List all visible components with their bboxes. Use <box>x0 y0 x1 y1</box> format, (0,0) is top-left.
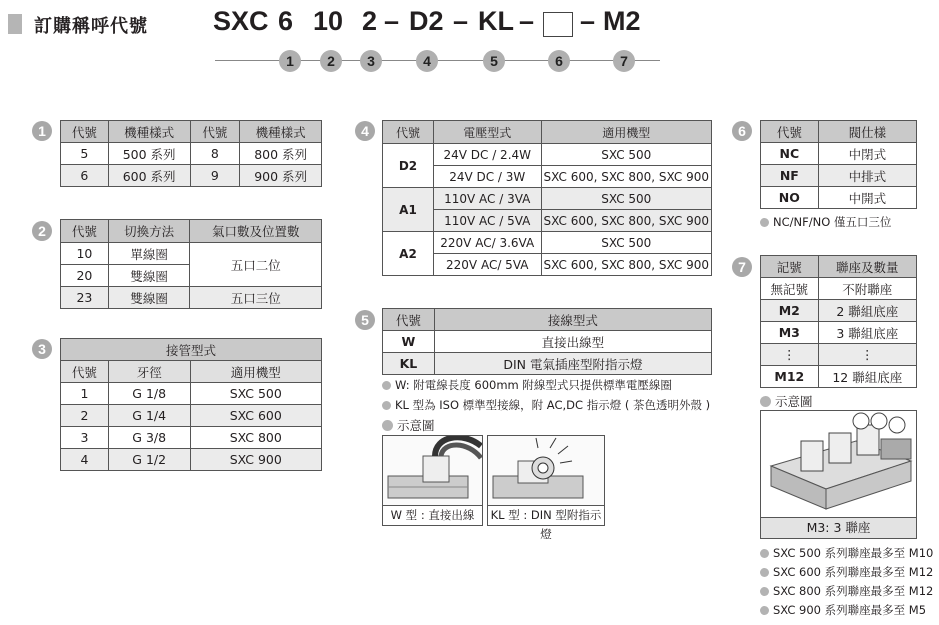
table-cell: SXC 600, SXC 800, SXC 900 <box>541 166 711 188</box>
table-cell: 220V AC/ 5VA <box>433 254 541 276</box>
model-code-2: 10 <box>313 6 344 36</box>
table-cell: 1 <box>61 383 109 405</box>
table-cell: W <box>383 331 435 353</box>
table-cell: 23 <box>61 287 109 309</box>
table-cell: SXC 500 <box>541 188 711 210</box>
table-row <box>61 405 322 427</box>
note-m-limit: SXC 500 系列聯座最多至 M10 <box>760 545 933 561</box>
table-header-cell: 接管型式 <box>61 339 322 361</box>
table-row <box>761 366 917 388</box>
section-3-number: 3 <box>32 339 52 359</box>
table-cell: G 1/2 <box>108 449 190 471</box>
table-cell: M3 <box>761 322 819 344</box>
section-2-table <box>60 219 322 309</box>
table-cell: 20 <box>61 265 109 287</box>
table-cell: 900 系列 <box>240 165 322 187</box>
table-cell: SXC 900 <box>190 449 321 471</box>
table-row <box>61 287 322 309</box>
table-cell: 4 <box>61 449 109 471</box>
table-cell: 110V AC / 5VA <box>433 210 541 232</box>
table-cell: M12 <box>761 366 819 388</box>
table-cell: G 1/8 <box>108 383 190 405</box>
table-row <box>761 300 917 322</box>
table-cell: 3 <box>61 427 109 449</box>
table-row <box>383 331 712 353</box>
table-cell: ⋮ <box>818 344 916 366</box>
code-num-7: 7 <box>613 50 635 72</box>
table-cell: 110V AC / 3VA <box>433 188 541 210</box>
table-cell: 無記號 <box>761 278 819 300</box>
th-model: 機種樣式 <box>240 121 322 143</box>
model-code-7: M2 <box>603 6 641 36</box>
section-1-table <box>60 120 322 187</box>
table-cell: 雙線圈 <box>108 287 190 309</box>
model-code-1: 6 <box>278 6 294 36</box>
table-cell: D2 <box>383 144 434 188</box>
th-code: 代號 <box>190 121 240 143</box>
table-row <box>761 344 917 366</box>
table-header-cell: 代號 <box>61 361 109 383</box>
th-code: 代號 <box>61 121 109 143</box>
table-header-cell: 聯座及數量 <box>818 256 916 278</box>
section-6-table <box>760 120 917 209</box>
code-num-3: 3 <box>360 50 382 72</box>
section-5-number: 5 <box>355 310 375 330</box>
fig-manifold <box>760 410 917 539</box>
section-5-table <box>382 308 712 375</box>
table-cell: ⋮ <box>761 344 819 366</box>
model-code-6-blank <box>543 12 573 37</box>
table-cell: 8 <box>190 143 240 165</box>
table-header-cell: 代號 <box>383 121 434 144</box>
table-cell: 中排式 <box>818 165 916 187</box>
code-num-2: 2 <box>320 50 342 72</box>
table-cell: 800 系列 <box>240 143 322 165</box>
solenoid-kl-illustration <box>488 436 604 506</box>
table-cell: 12 聯組底座 <box>818 366 916 388</box>
table-cell: 500 系列 <box>108 143 190 165</box>
table-row <box>61 243 322 265</box>
table-cell: 24V DC / 3W <box>433 166 541 188</box>
code-num-4: 4 <box>416 50 438 72</box>
diagram-label-5: 示意圖 <box>382 416 435 434</box>
table-row <box>383 353 712 375</box>
table-cell: 五口三位 <box>190 287 322 309</box>
table-cell: 不附聯座 <box>818 278 916 300</box>
table-row <box>761 165 917 187</box>
section-7-number: 7 <box>732 257 752 277</box>
table-row <box>383 232 712 254</box>
table-row <box>61 383 322 405</box>
table-cell: 中閉式 <box>818 143 916 165</box>
table-cell: SXC 800 <box>190 427 321 449</box>
table-cell: 5 <box>61 143 109 165</box>
model-series: SXC <box>213 6 269 36</box>
table-cell: 直接出線型 <box>434 331 711 353</box>
section-2-number: 2 <box>32 221 52 241</box>
table-header-cell: 閥仕樣 <box>818 121 916 143</box>
table-header-cell: 記號 <box>761 256 819 278</box>
table-cell: SXC 600, SXC 800, SXC 900 <box>541 254 711 276</box>
section-3-table <box>60 338 322 471</box>
table-cell: 2 <box>61 405 109 427</box>
table-row <box>761 187 917 209</box>
code-num-6: 6 <box>548 50 570 72</box>
table-cell: M2 <box>761 300 819 322</box>
fig-kl-caption: KL 型 : DIN 型附指示燈 <box>488 505 604 525</box>
table-cell: 雙線圈 <box>108 265 190 287</box>
model-dash: – <box>580 6 596 36</box>
table-cell: NC <box>761 143 819 165</box>
note-m-limit: SXC 900 系列聯座最多至 M5 <box>760 602 926 618</box>
table-cell: DIN 電氣插座型附指示燈 <box>434 353 711 375</box>
table-cell: 3 聯組底座 <box>818 322 916 344</box>
table-cell: SXC 500 <box>541 232 711 254</box>
table-cell: NO <box>761 187 819 209</box>
section-4-number: 4 <box>355 121 375 141</box>
table-header-cell: 代號 <box>61 220 109 243</box>
model-dash: – <box>519 6 535 36</box>
table-cell: 24V DC / 2.4W <box>433 144 541 166</box>
table-header-cell: 適用機型 <box>541 121 711 144</box>
table-cell: SXC 500 <box>541 144 711 166</box>
model-code-5: KL <box>478 6 514 36</box>
table-cell: 五口二位 <box>190 243 322 287</box>
fig-manifold-caption: M3: 3 聯座 <box>761 517 916 538</box>
code-num-5: 5 <box>483 50 505 72</box>
table-cell: G 3/8 <box>108 427 190 449</box>
table-header-cell: 接線型式 <box>434 309 711 331</box>
fig-w-type <box>382 435 483 526</box>
note-nc-nf-no: NC/NF/NO 僅五口三位 <box>760 214 891 230</box>
table-cell: G 1/4 <box>108 405 190 427</box>
table-cell: KL <box>383 353 435 375</box>
diagram-label-7: 示意圖 <box>760 392 813 410</box>
manifold-illustration <box>761 411 916 519</box>
table-cell: 600 系列 <box>108 165 190 187</box>
table-row <box>761 278 917 300</box>
table-cell: A2 <box>383 232 434 276</box>
note-m-limit: SXC 800 系列聯座最多至 M12 <box>760 583 933 599</box>
note-m-limit: SXC 600 系列聯座最多至 M12 <box>760 564 933 580</box>
note-w: W: 附電線長度 600mm 附線型式只提供標準電壓線圈 <box>382 377 672 393</box>
section-7-table <box>760 255 917 388</box>
code-num-1: 1 <box>279 50 301 72</box>
table-header-cell: 代號 <box>761 121 819 143</box>
section-4-table <box>382 120 712 276</box>
table-cell: 10 <box>61 243 109 265</box>
table-header-cell: 氣口數及位置數 <box>190 220 322 243</box>
table-cell: SXC 500 <box>190 383 321 405</box>
solenoid-w-illustration <box>383 436 482 506</box>
table-header-cell: 牙徑 <box>108 361 190 383</box>
model-code-3: 2 <box>362 6 378 36</box>
table-cell: 中開式 <box>818 187 916 209</box>
fig-kl-type <box>487 435 605 541</box>
section-1-number: 1 <box>32 121 52 141</box>
model-dash: – <box>453 6 469 36</box>
table-row <box>383 144 712 166</box>
table-row <box>761 143 917 165</box>
table-row <box>761 322 917 344</box>
page-title: 訂購稱呼代號 <box>34 16 148 37</box>
table-cell: SXC 600 <box>190 405 321 427</box>
table-cell: SXC 600, SXC 800, SXC 900 <box>541 210 711 232</box>
table-header-cell: 代號 <box>383 309 435 331</box>
header-bar <box>8 14 22 34</box>
table-row <box>61 165 322 187</box>
table-row <box>61 143 322 165</box>
table-cell: 2 聯組底座 <box>818 300 916 322</box>
table-cell: A1 <box>383 188 434 232</box>
table-row <box>61 449 322 471</box>
table-cell: 6 <box>61 165 109 187</box>
table-cell: 9 <box>190 165 240 187</box>
fig-w-caption: W 型 : 直接出線 <box>383 505 482 525</box>
table-row <box>61 427 322 449</box>
section-6-number: 6 <box>732 121 752 141</box>
note-kl: KL 型為 ISO 標準型接線，附 AC,DC 指示燈 ( 茶色透明外殼 ) <box>382 397 710 413</box>
table-cell: 單線圈 <box>108 243 190 265</box>
table-cell: 220V AC/ 3.6VA <box>433 232 541 254</box>
table-cell: NF <box>761 165 819 187</box>
table-row <box>383 188 712 210</box>
table-header-cell: 電壓型式 <box>433 121 541 144</box>
table-header-cell: 切換方法 <box>108 220 190 243</box>
table-header-cell: 適用機型 <box>190 361 321 383</box>
model-code-4: D2 <box>409 6 444 36</box>
model-dash: – <box>384 6 400 36</box>
th-model: 機種樣式 <box>108 121 190 143</box>
